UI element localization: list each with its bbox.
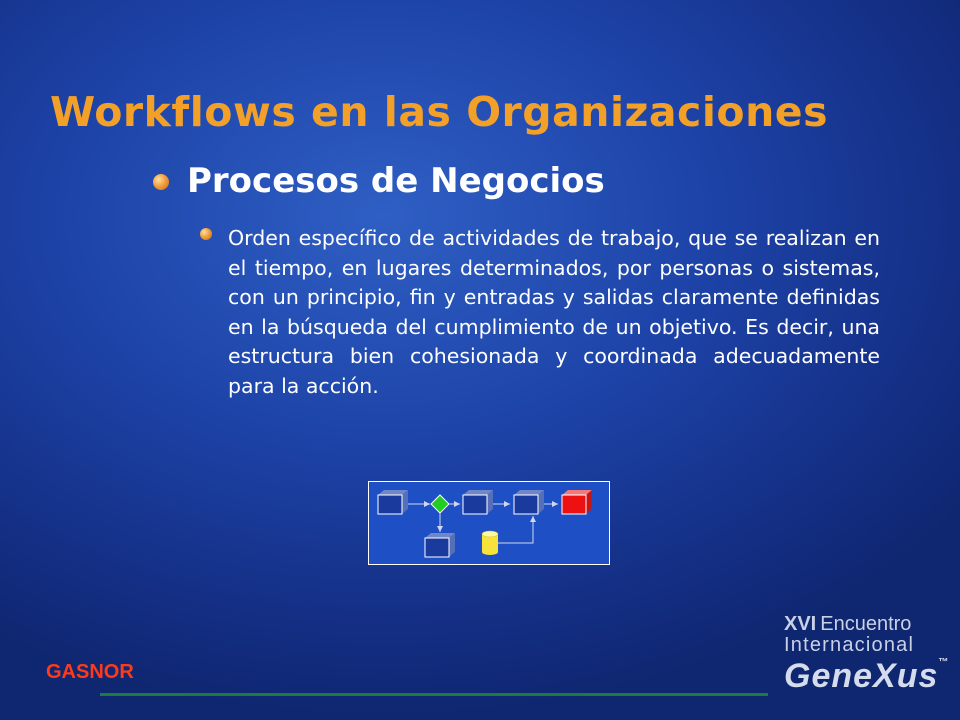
slide-subtitle: Procesos de Negocios xyxy=(187,161,605,201)
logo-event-line xyxy=(784,613,944,636)
bullet-icon xyxy=(200,228,212,240)
bullet-icon xyxy=(153,174,169,190)
logo-event: Encuentro xyxy=(820,613,912,635)
body-paragraph: Orden específico de actividades de trabajo, que se realizan en el tiempo, en lugares determinados, por personas o sistemas, con un principio, fin y entradas y salidas claramente definidas en la búsqueda del cumplimiento de un objetivo. Es decir, una estructura bien cohesionada y coordinada adecuadamente para la acción. xyxy=(228,226,880,398)
slide-title: Workflows en las Organizaciones xyxy=(50,88,828,136)
logo-trademark: ™ xyxy=(938,657,950,668)
process-box-icon xyxy=(514,490,544,514)
logo-brand-name: GeneXus xyxy=(784,657,939,695)
end-box-icon xyxy=(562,490,592,514)
process-box-icon xyxy=(463,490,493,514)
workflow-diagram xyxy=(368,481,612,567)
logo-international: Internacional xyxy=(784,634,915,656)
process-box-icon xyxy=(378,490,408,514)
footer-divider xyxy=(100,693,768,696)
database-icon xyxy=(482,531,498,555)
logo-brand xyxy=(784,657,950,696)
genexus-logo xyxy=(784,613,950,696)
process-box-icon xyxy=(425,533,455,557)
footer-company-label: GASNOR xyxy=(46,661,134,683)
logo-edition: XVI xyxy=(784,613,817,635)
